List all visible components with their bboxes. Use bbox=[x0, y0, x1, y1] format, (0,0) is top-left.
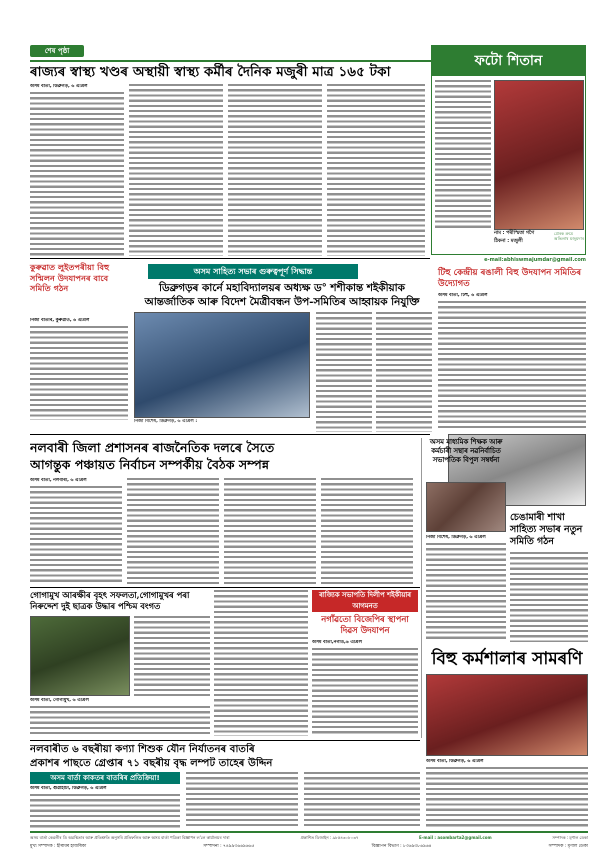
bihu-gathan-body bbox=[438, 301, 586, 431]
footer-email[interactable]: E-mail : asombarta2@gmail.com bbox=[419, 835, 492, 840]
sabha-banner: অসম সাহিত্য সভাৰ গুৰুত্বপূৰ্ণ সিদ্ধান্ত bbox=[148, 264, 358, 279]
bottom-dateline: অসম বাৰ্তা, গুৱাহাটী, ডিব্ৰুগড়, ৬ এপ্ৰিল bbox=[30, 786, 107, 791]
vc-photo bbox=[134, 312, 310, 418]
gogamukh-col-b bbox=[214, 590, 308, 736]
bihu-gathan-dateline: অসম বাৰ্তা, টিহু, ৬ এপ্ৰিল bbox=[438, 293, 488, 298]
bihu-gathan-headline: টিহু কেন্দ্ৰীয় ৰঙালী বিহু উদযাপন সমিতিৰ উদ্যোগত bbox=[438, 268, 582, 289]
bottom-col-1 bbox=[30, 794, 180, 828]
side-left-body bbox=[30, 326, 128, 420]
arrest-col-2 bbox=[186, 772, 298, 828]
section-tab: শেষ পৃষ্ঠা bbox=[30, 45, 84, 57]
rule-4 bbox=[30, 740, 420, 741]
photo-box bbox=[431, 45, 586, 255]
gogamukh-col-a bbox=[134, 616, 210, 696]
lead-col-4 bbox=[327, 84, 425, 256]
caption-credit: প্ৰেৰক ক্ৰমে অভিলাষ মজুমদাৰ bbox=[554, 231, 585, 242]
bjp-headline: নগাঁৱতো বিজেপিৰ স্থাপনা দিৱস উদযাপন bbox=[321, 614, 409, 635]
vc-caption bbox=[134, 419, 310, 431]
vc-body-1 bbox=[316, 312, 372, 432]
nalbari-col-2 bbox=[127, 478, 219, 584]
vc-caption-dateline: নিজা বিশেষ, ডিব্ৰুগড়, ৬ এপ্ৰিল : bbox=[134, 419, 198, 424]
footer-rule bbox=[30, 831, 588, 833]
chengmari-headline: চেঙামাৰী শাখা সাহিত্য সভাৰ নতুন সমিতি গঠন bbox=[510, 512, 583, 547]
side-left-dateline: নিজা বাতৰি, কুৰুৱাত, ৬ এপ্ৰিল bbox=[30, 318, 90, 323]
footer-line-1 bbox=[30, 834, 588, 842]
lead-dateline: অসম বাৰ্তা, ডিব্ৰুগড়, ৬ এপ্ৰিল bbox=[30, 84, 88, 89]
col-rule bbox=[421, 438, 422, 738]
karmashala-dateline: অসম বাৰ্তা, ডিব্ৰুগড়, ৬ এপ্ৰিল bbox=[426, 759, 484, 764]
chengmari-body bbox=[510, 552, 588, 642]
bottom-banner: অসম বাৰ্তা কাকতৰ বাতৰিৰ প্ৰতিক্ৰিয়া! bbox=[30, 772, 180, 784]
gogamukh-dateline: অসম বাৰ্তা, গোগামুখ, ৬ এপ্ৰিল bbox=[30, 698, 89, 703]
footer-editorial-phone: সম্পাদনা : ৭৪৯৯৩৬৬৯৬৬৫ bbox=[203, 844, 255, 849]
photo-box-text bbox=[435, 80, 491, 228]
karmashala-headline: বিহু কৰ্মশালাৰ সামৰণি bbox=[431, 649, 583, 669]
footer-line-2 bbox=[30, 843, 588, 851]
rule-2 bbox=[30, 434, 430, 435]
caption-name: নাম : পৰীস্মিতা গগৈ bbox=[494, 231, 535, 236]
gogamukh-body bbox=[30, 706, 210, 736]
teachers-headline: অসম মাধ্যমিক শিক্ষক আৰু কৰ্মচাৰী সন্থাৰ নৱনিৰ্বাচিত সভাপতিক বিপুল সম্বৰ্ধনা bbox=[429, 438, 503, 464]
rule-3 bbox=[30, 587, 420, 588]
gogamukh-headline: গোগামুখ আৰক্ষীৰ বৃহৎ সফলতা,গোগামুখৰ পৰা নিৰুদ্দেশ দুই ছাত্ৰক উদ্ধাৰ পশ্চিম বংগত bbox=[30, 590, 190, 611]
teachers-dateline: নিজা বিশেষ, ডিব্ৰুগড়, ৬ এপ্ৰিল bbox=[426, 535, 486, 540]
footer-chief-editor: মুখ্য সম্পাদক : হীৰাধৰ হাজৰিকা bbox=[30, 844, 87, 849]
vc-headline: ডিব্ৰুগড়ৰ কাৰ্নে মহাবিদ্যালয়ৰ অধ্যক্ষ ড° শশীকান্ত শইকীয়াক আন্তৰ্জাতিক আৰু বিদেশ মৈত্ৰীবন্ধন উপ-সমিতিৰ আহ্বায়ক নিযুক্তি bbox=[144, 282, 420, 308]
caption-place: ঠিকনা : মজুলী bbox=[494, 239, 523, 244]
photo-box-title: ফটো শিতান bbox=[432, 46, 585, 76]
nalbari-headline-1: নলবাৰী জিলা প্ৰশাসনৰ ৰাজনৈতিক দলৰে সৈতে bbox=[30, 440, 275, 455]
bjp-box-label: ৰাজ্যিক সভাপতি দিলীপ শইকীয়াৰ আগমনত bbox=[312, 590, 418, 612]
footer-design: প্ৰকাশিত ডিজাইন : ৯৮৫৪৩০৮০৩৭ bbox=[300, 835, 359, 840]
nalbari-col-3 bbox=[224, 478, 316, 584]
lead-headline: ৰাজ্যৰ স্বাস্থ্য খণ্ডৰ অস্থায়ী স্বাস্থ্য কৰ্মীৰ দৈনিক মজুৰী মাত্ৰ ১৬৫ টকা bbox=[30, 64, 391, 80]
bjp-body bbox=[312, 648, 418, 736]
vc-body-2 bbox=[376, 312, 432, 432]
teachers-photo bbox=[426, 482, 506, 532]
lead-col-2 bbox=[129, 84, 223, 256]
footer-note: অসম বাৰ্তা কেৱলীৰ ডি অৱস্থিতাৰ আৰু প্ৰতিশ্ৰুতি অনুসৰি প্ৰতিফলিত আৰু অসম বাৰ্তা পত্ৰিকা বিজ্ঞাপন ল'লে কাৰ্যালয়ৰ দাৰা bbox=[30, 835, 230, 840]
footer-editor: সম্পাদক : মৃণাল ডেকা bbox=[552, 835, 588, 840]
arrest-headline-2: প্ৰকাশৰ পাছতে গ্ৰেপ্তাৰ ৭১ বছৰীয় বৃদ্ধ লম্পট তাহেৰ উদ্দিন bbox=[30, 757, 273, 769]
nalbari-dateline: অসম বাৰ্তা, নলবাৰী, ৬ এপ্ৰিল bbox=[30, 478, 87, 483]
side-left-headline: কুৰুৱাত লুইতপৰীয়া বিহু সন্মিলন উদযাপনৰ বাবে সমিতি গঠন bbox=[30, 262, 110, 293]
portrait-photo bbox=[494, 80, 584, 230]
karmashala-body bbox=[426, 767, 588, 828]
nalbari-col-1 bbox=[30, 486, 122, 584]
arrest-col-3 bbox=[304, 772, 420, 828]
footer-editor-2: সম্পাদক : মৃণাল ডেকা bbox=[548, 844, 588, 849]
lead-col-1 bbox=[30, 92, 124, 256]
arrest-headline-1: নলবাৰীত ৬ বছৰীয়া কণ্যা শিশুক যৌন নিৰ্যাতনৰ বাতৰি bbox=[30, 743, 255, 755]
teachers-body bbox=[426, 543, 506, 641]
bjp-dateline: অসম বাৰ্তা,নগাঁও,৬ এপ্ৰিল bbox=[312, 640, 363, 645]
nalbari-col-4 bbox=[321, 478, 413, 584]
karmashala-photo bbox=[426, 674, 588, 756]
footer-ads-phone: বিজ্ঞাপন বিভাগ : ৮৩৬৯৩৮৬৯৬৪ bbox=[371, 844, 432, 849]
photo-email: e-mail:abhiswmajumdar@gmail.com bbox=[484, 257, 586, 263]
gogamukh-photo bbox=[30, 616, 130, 696]
lead-col-3 bbox=[228, 84, 322, 256]
nalbari-headline-2: আগন্তুক পঞ্চায়ত নিৰ্বাচন সম্পৰ্কীয় বৈঠক সম্পন্ন bbox=[30, 457, 270, 472]
rule-1 bbox=[30, 258, 430, 259]
